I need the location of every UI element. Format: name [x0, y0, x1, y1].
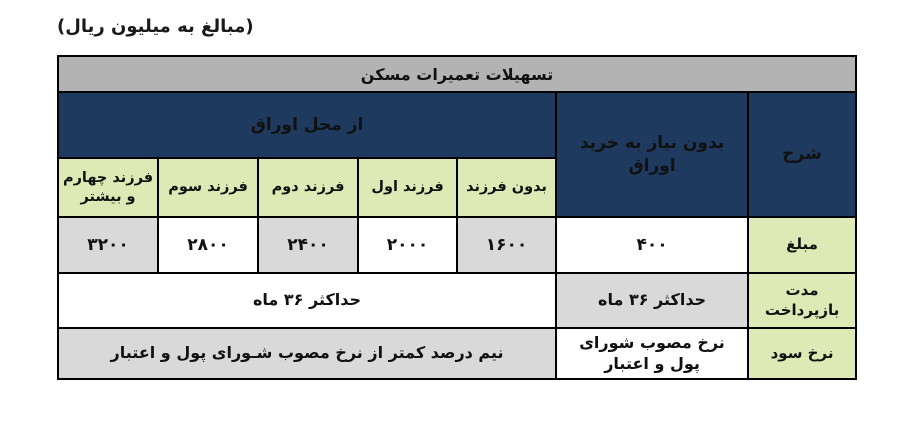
table-row [58, 56, 856, 92]
header-child-fourth-plus: فرزند چهارم و بیشتر [58, 158, 158, 217]
rate-bonds: نیم درصد کمتر از نرخ مصوب شـورای پول و اعتبار [58, 328, 556, 379]
table-row [58, 92, 856, 158]
duration-no-bonds: حداکثر ۳۶ ماه [556, 273, 748, 328]
duration-bonds: حداکثر ۳۶ ماه [58, 273, 556, 328]
header-child-first: فرزند اول [358, 158, 457, 217]
amount-child-third: ۲۸۰۰ [158, 217, 258, 273]
amount-child-first: ۲۰۰۰ [358, 217, 457, 273]
amount-child-second: ۲۴۰۰ [258, 217, 358, 273]
table-row [58, 273, 856, 328]
amount-child-fourth-plus: ۳۲۰۰ [58, 217, 158, 273]
table-title: تسهیلات تعمیرات مسکن [58, 56, 856, 92]
table-row [58, 217, 856, 273]
table-row [58, 328, 856, 379]
row-label-rate: نرخ سود [748, 328, 856, 379]
row-label-duration: مدت بازپرداخت [748, 273, 856, 328]
header-no-bonds-label: بدون نیاز به خرید اوراق [579, 132, 725, 176]
header-child-third: فرزند سوم [158, 158, 258, 217]
header-bonds-group: از محل اوراق [58, 92, 556, 158]
header-desc: شرح [748, 92, 856, 217]
amount-child-none: ۱۶۰۰ [457, 217, 556, 273]
facility-table [57, 55, 857, 380]
rate-no-bonds-text: نرخ مصوب شورای پول و اعتبار [579, 332, 725, 373]
rate-no-bonds [556, 328, 748, 379]
header-child-second: فرزند دوم [258, 158, 358, 217]
unit-note: (مبالغ به میلیون ریال) [57, 16, 254, 37]
amount-no-bonds: ۴۰۰ [556, 217, 748, 273]
row-label-amount: مبلغ [748, 217, 856, 273]
header-child-none: بدون فرزند [457, 158, 556, 217]
header-no-bonds [556, 92, 748, 217]
